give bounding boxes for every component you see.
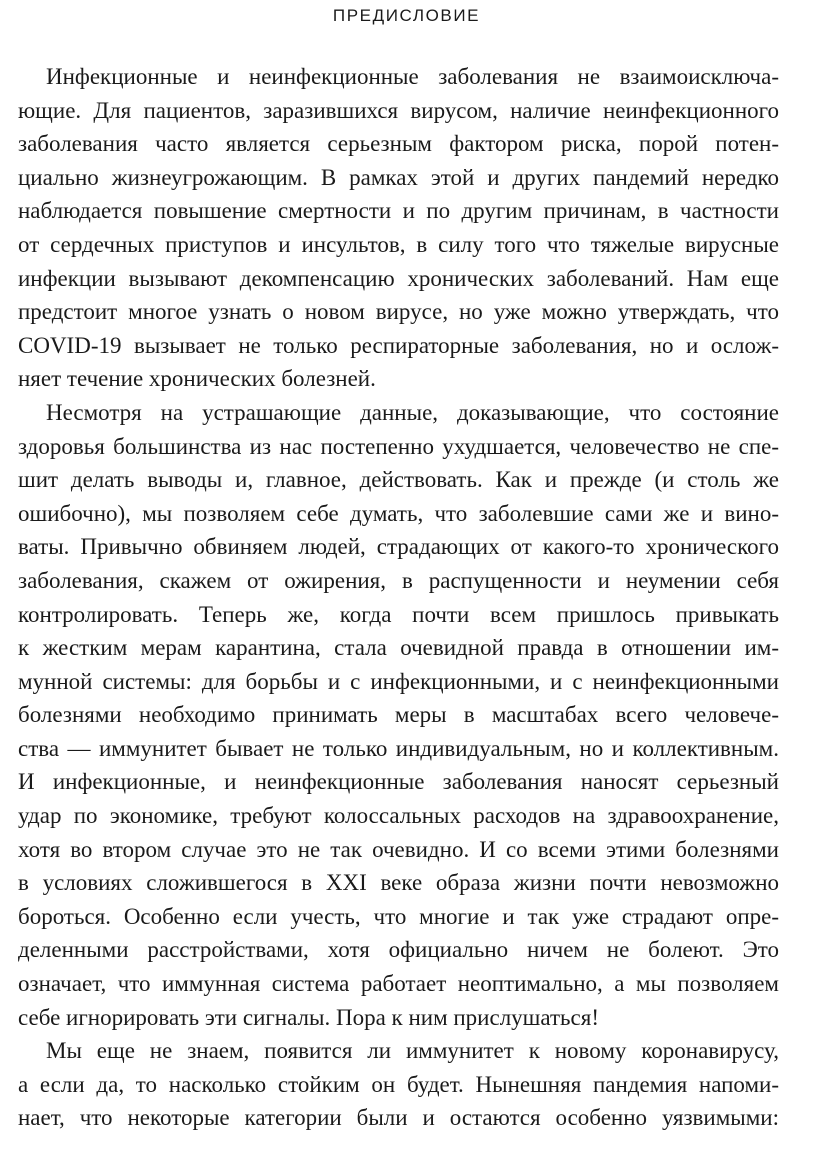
body-text — [18, 60, 779, 1135]
text-line: в условиях сложившегося в XXI веке образа жизни почти невозможно — [18, 870, 779, 896]
text-line: няет течение хронических болезней. — [18, 366, 376, 392]
text-line: мунной системы: для борьбы и с инфекционными, и с неинфекционными — [18, 668, 779, 694]
text-line: болезнями необходимо принимать меры в масштабах всего человече- — [18, 702, 779, 728]
text-line: деленными расстройствами, хотя официально ничем не болеют. Это — [18, 937, 779, 963]
text-line: нает, что некоторые категории были и остаются особенно уязвимыми: — [18, 1105, 779, 1131]
text-line: Мы еще не знаем, появится ли иммунитет к новому коронавирусу, — [46, 1038, 779, 1064]
text-line: шит делать выводы и, главное, действовать. Как и прежде (и столь же — [18, 467, 779, 493]
text-line: ющие. Для пациентов, заразившихся вирусом, наличие неинфекционного — [18, 97, 779, 123]
text-line: контролировать. Теперь же, когда почти всем пришлось привыкать — [18, 601, 779, 627]
paragraph-1 — [18, 60, 779, 396]
text-line: заболевания, скажем от ожирения, в распущенности и неумении себя — [18, 567, 779, 593]
text-line: а если да, то насколько стойким он будет. Нынешняя пандемия напоми- — [18, 1071, 779, 1097]
text-line: Инфекционные и неинфекционные заболевания не взаимоисключа- — [46, 64, 779, 89]
text-line: бороться. Особенно если учесть, что многие и так уже страдают опре- — [18, 903, 779, 929]
text-line: к жестким мерам карантина, стала очевидной правда в отношении им- — [18, 635, 779, 661]
text-line: ства — иммунитет бывает не только индивидуальным, но и коллективным. — [18, 735, 779, 761]
text-line: Несмотря на устрашающие данные, доказывающие, что состояние — [46, 399, 779, 425]
text-line: ошибочно), мы позволяем себе думать, что заболевшие сами же и вино- — [18, 500, 779, 526]
paragraph-3 — [18, 1034, 779, 1135]
text-line: от сердечных приступов и инсультов, в силу того что тяжелые вирусные — [18, 231, 779, 257]
text-line: И инфекционные, и неинфекционные заболевания наносят серьезный — [18, 769, 779, 795]
text-line: COVID-19 вызывает не только респираторные заболевания, но и ослож- — [18, 332, 779, 358]
text-line: наблюдается повышение смертности и по другим причинам, в частности — [18, 198, 779, 224]
text-line: предстоит многое узнать о новом вирусе, но уже можно утверждать, что — [18, 299, 779, 325]
text-line: удар по экономике, требуют колоссальных расходов на здравоохранение, — [18, 803, 779, 829]
text-line: здоровья большинства из нас постепенно ухудшается, человечество не спе- — [18, 433, 779, 459]
text-line: заболевания часто является серьезным фактором риска, порой потен- — [18, 131, 779, 157]
text-line: хотя во втором случае это не так очевидно. И со всеми этими болезнями — [18, 836, 779, 862]
paragraph-2 — [18, 396, 779, 1034]
text-line: ваты. Привычно обвиняем людей, страдающих от какого-то хронического — [18, 534, 779, 560]
text-line: циально жизнеугрожающим. В рамках этой и других пандемий нередко — [18, 164, 779, 190]
text-line: инфекции вызывают декомпенсацию хронических заболеваний. Нам еще — [18, 265, 779, 291]
text-line: себе игнорировать эти сигналы. Пора к ним прислушаться! — [18, 1004, 599, 1030]
text-line: означает, что иммунная система работает неоптимально, а мы позволяем — [18, 971, 779, 997]
running-head: ПРЕДИСЛОВИЕ — [332, 6, 481, 25]
